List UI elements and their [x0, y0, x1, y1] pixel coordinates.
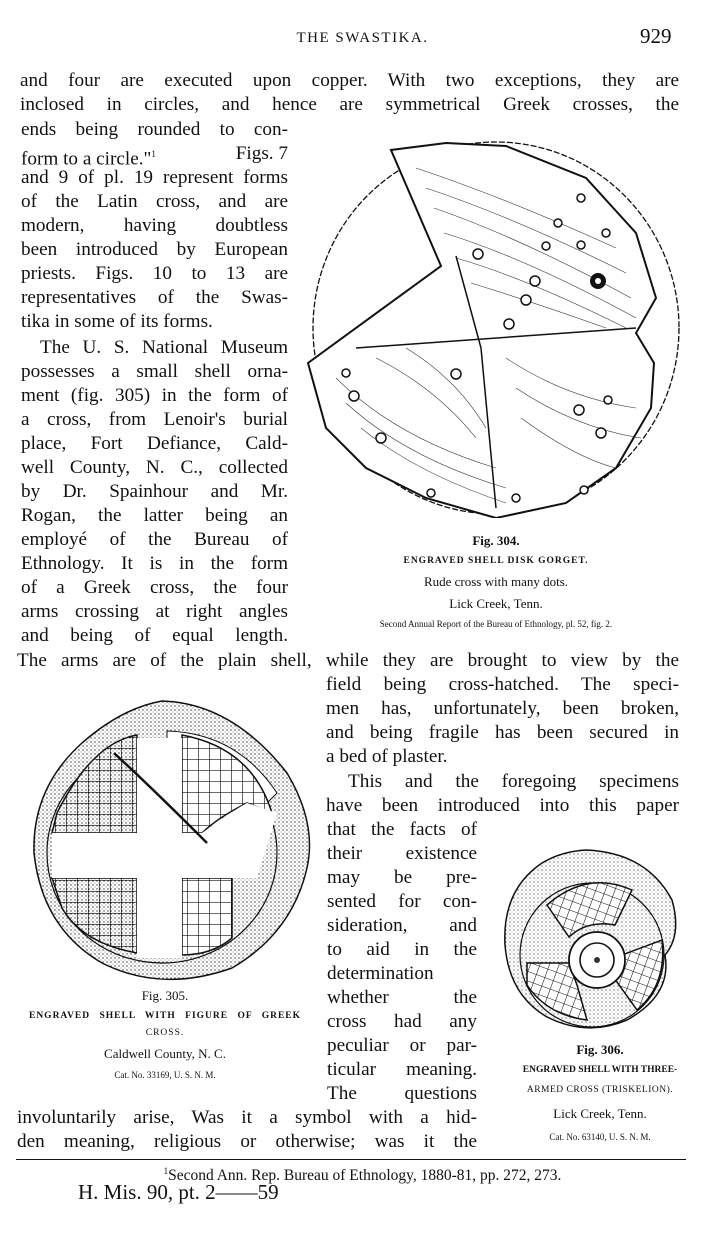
body-line: ticular meaning.	[327, 1059, 477, 1080]
body-line: may be pre-	[327, 867, 477, 888]
body-line: and 9 of pl. 19 represent forms	[21, 167, 288, 188]
footnote-ref: 1	[151, 149, 156, 159]
body-line: their existence	[327, 843, 477, 864]
body-line: sideration, and	[327, 915, 477, 936]
body-line: cross had any	[327, 1011, 477, 1032]
body-line: of the Latin cross, and are	[21, 191, 288, 212]
fig-304-description: Rude cross with many dots.	[423, 574, 569, 589]
fig-304-title: ENGRAVED SHELL DISK GORGET.	[403, 556, 589, 566]
page-number: 929	[640, 24, 672, 48]
body-line: The U. S. National Museum	[40, 337, 288, 358]
fig-306-number: Fig. 306.	[576, 1042, 624, 1057]
body-text: form to a circle."	[21, 148, 152, 170]
fig-306-location: Lick Creek, Tenn.	[553, 1106, 647, 1121]
fig-305-catalog: Cat. No. 33169, U. S. N. M.	[114, 1070, 216, 1080]
footnote-divider	[16, 1159, 686, 1160]
body-line: possesses a small shell orna-	[21, 361, 288, 382]
body-line: tika in some of its forms.	[21, 311, 213, 332]
body-line: and four are executed upon copper. With two exceptions, they are	[20, 70, 679, 91]
footnote-marker: 1	[163, 1166, 169, 1176]
body-line: peculiar or par-	[327, 1035, 477, 1056]
body-line: The questions	[327, 1083, 477, 1104]
fig-306-title-line1: ENGRAVED SHELL WITH THREE-	[522, 1065, 678, 1075]
body-line: of a Greek cross, the four	[21, 577, 288, 598]
body-line: modern, having doubtless	[21, 215, 288, 236]
body-line: ment (fig. 305) in the form of	[21, 385, 288, 406]
signature-line: H. Mis. 90, pt. 2——59	[78, 1180, 279, 1204]
fig-305-title-line1: ENGRAVED SHELL WITH FIGURE OF GREEK	[28, 1011, 302, 1021]
body-line: well County, N. C., collected	[21, 457, 288, 478]
body-line: ends being rounded to con-	[21, 119, 288, 140]
body-line: field being cross-hatched. The speci-	[326, 674, 679, 695]
body-line: Ethnology. It is in the form	[21, 553, 288, 574]
body-line: and being fragile has been secured in	[326, 722, 679, 743]
body-line: and being of equal length.	[21, 625, 288, 646]
body-line: to aid in the	[327, 939, 477, 960]
body-line: men has, unfortunately, been broken,	[326, 698, 679, 719]
fig-306-title-line2: ARMED CROSS (TRISKELION).	[526, 1085, 674, 1095]
body-line: by Dr. Spainhour and Mr.	[21, 481, 288, 502]
body-line: a bed of plaster.	[326, 746, 448, 767]
body-line: been introduced by European	[21, 239, 288, 260]
body-line: determination	[327, 963, 434, 984]
fig-304-source: Second Annual Report of the Bureau of Ethnology, pl. 52, fig. 2.	[379, 619, 613, 629]
fig-304-number: Fig. 304.	[472, 533, 520, 548]
body-line: whether the	[327, 987, 477, 1008]
body-line: place, Fort Defiance, Cald-	[21, 433, 288, 454]
body-line: involuntarily arise, Was it a symbol with a hid-	[17, 1107, 477, 1128]
body-line: a cross, from Lenoir's burial	[21, 409, 288, 430]
body-text: Figs. 7	[235, 143, 288, 164]
fig-306-illustration	[497, 845, 687, 1035]
fig-306-catalog: Cat. No. 63140, U. S. N. M.	[549, 1132, 651, 1142]
body-line: The arms are of the plain shell, while they are brought to view by the	[17, 650, 679, 671]
running-title: THE SWASTIKA.	[296, 30, 429, 46]
fig-305-location: Caldwell County, N. C.	[104, 1046, 226, 1061]
body-line: have been introduced into this paper	[326, 795, 679, 816]
body-line: Rogan, the latter being an	[21, 505, 288, 526]
fig-305-illustration	[22, 693, 312, 983]
footnote-text: Second Ann. Rep. Bureau of Ethnology, 1880-81, pp. 272, 273.	[168, 1167, 562, 1185]
body-line: priests. Figs. 10 to 13 are	[21, 263, 288, 284]
fig-304-location: Lick Creek, Tenn.	[449, 596, 543, 611]
body-line: representatives of the Swas-	[21, 287, 288, 308]
body-line: that the facts of	[327, 819, 477, 840]
body-line: den meaning, religious or otherwise; was it the	[17, 1131, 477, 1152]
body-line: inclosed in circles, and hence are symmetrical Greek crosses, the	[20, 94, 679, 115]
body-line: employé of the Bureau of	[21, 529, 288, 550]
body-line: This and the foregoing specimens	[348, 771, 679, 792]
fig-304-illustration	[306, 138, 686, 518]
fig-305-title-line2: CROSS.	[145, 1028, 185, 1038]
body-line: arms crossing at right angles	[21, 601, 288, 622]
body-line: sented for con-	[327, 891, 477, 912]
fig-305-number: Fig. 305.	[141, 988, 189, 1003]
